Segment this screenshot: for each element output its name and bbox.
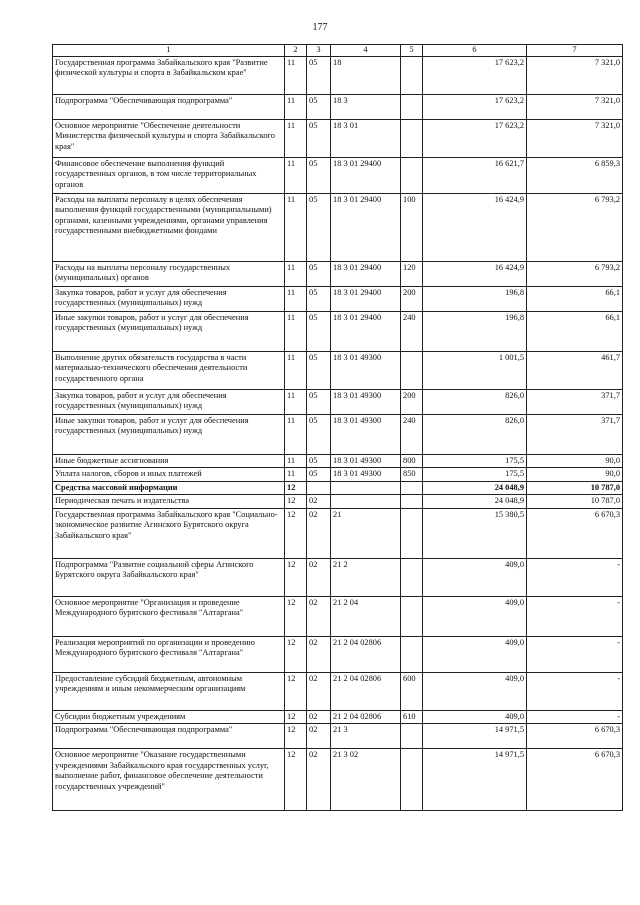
cell-amount-b: 7 321,0 [527, 94, 623, 119]
cell-target-article: 18 3 01 49300 [331, 414, 401, 454]
cell-subsection: 05 [307, 454, 331, 468]
cell-subsection: 02 [307, 749, 331, 811]
cell-amount-b: - [527, 636, 623, 672]
cell-expense-type [401, 724, 423, 749]
cell-target-article: 18 3 01 29400 [331, 157, 401, 193]
cell-section: 11 [285, 261, 307, 286]
cell-name: Предоставление субсидий бюджетным, автономным учреждениям и иным некоммерческим организациям [53, 672, 285, 710]
cell-expense-type [401, 94, 423, 119]
cell-expense-type: 200 [401, 389, 423, 414]
cell-name: Подпрограмма "Обеспечивающая подпрограмма" [53, 94, 285, 119]
cell-section: 11 [285, 414, 307, 454]
cell-section: 12 [285, 558, 307, 596]
cell-subsection: 05 [307, 468, 331, 482]
cell-target-article: 21 2 04 02806 [331, 636, 401, 672]
cell-subsection: 05 [307, 56, 331, 94]
table-body [53, 56, 623, 811]
cell-amount-b: - [527, 596, 623, 636]
cell-subsection: 02 [307, 596, 331, 636]
cell-amount-a: 826,0 [423, 414, 527, 454]
cell-subsection: 05 [307, 389, 331, 414]
table-row [53, 636, 623, 672]
cell-section: 12 [285, 596, 307, 636]
cell-target-article: 18 3 [331, 94, 401, 119]
cell-target-article: 21 2 04 02806 [331, 710, 401, 724]
cell-amount-a: 409,0 [423, 710, 527, 724]
cell-name: Закупка товаров, работ и услуг для обеспечения государственных (муниципальных) нужд [53, 389, 285, 414]
cell-target-article: 21 2 04 02806 [331, 672, 401, 710]
cell-name: Подпрограмма "Обеспечивающая подпрограмма" [53, 724, 285, 749]
cell-amount-a: 24 048,9 [423, 481, 527, 495]
cell-target-article: 21 3 02 [331, 749, 401, 811]
cell-amount-b: 371,7 [527, 414, 623, 454]
cell-name: Выполнение других обязательств государства в части материально-технического обеспечения деятельности государственного органа [53, 351, 285, 389]
cell-amount-a: 409,0 [423, 558, 527, 596]
cell-subsection: 05 [307, 119, 331, 157]
cell-amount-b: 10 787,0 [527, 481, 623, 495]
cell-amount-b: 6 670,3 [527, 749, 623, 811]
cell-section: 11 [285, 351, 307, 389]
page-number: 177 [312, 22, 328, 33]
cell-amount-a: 175,5 [423, 468, 527, 482]
cell-section: 12 [285, 636, 307, 672]
cell-subsection: 02 [307, 558, 331, 596]
budget-table [52, 44, 623, 811]
cell-amount-a: 409,0 [423, 672, 527, 710]
cell-name: Иные закупки товаров, работ и услуг для обеспечения государственных (муниципальных) нужд [53, 414, 285, 454]
table-row [53, 710, 623, 724]
cell-amount-a: 17 623,2 [423, 56, 527, 94]
cell-name: Реализация мероприятий по организации и проведению Международного бурятского фестиваля "Алтаргана" [53, 636, 285, 672]
cell-section: 11 [285, 454, 307, 468]
cell-target-article: 18 3 01 49300 [331, 468, 401, 482]
cell-expense-type [401, 119, 423, 157]
cell-amount-a: 24 048,9 [423, 495, 527, 509]
table-row [53, 508, 623, 558]
cell-target-article: 18 3 01 29400 [331, 311, 401, 351]
table-row [53, 157, 623, 193]
cell-name: Государственная программа Забайкальского края "Социально-экономическое развитие Агинского Бурятского округа Забайкальского края" [53, 508, 285, 558]
cell-target-article: 18 [331, 56, 401, 94]
cell-amount-a: 1 001,5 [423, 351, 527, 389]
cell-name: Государственная программа Забайкальского края "Развитие физической культуры и спорта в Забайкальском крае" [53, 56, 285, 94]
cell-target-article [331, 495, 401, 509]
cell-subsection: 02 [307, 636, 331, 672]
cell-target-article [331, 481, 401, 495]
cell-amount-b: 6 670,3 [527, 508, 623, 558]
cell-name: Основное мероприятие "Обеспечение деятельности Министерства физической культуры и спорта Забайкальского края" [53, 119, 285, 157]
cell-amount-a: 175,5 [423, 454, 527, 468]
table-row [53, 311, 623, 351]
cell-target-article: 21 2 [331, 558, 401, 596]
cell-subsection: 05 [307, 351, 331, 389]
cell-expense-type: 800 [401, 454, 423, 468]
cell-section: 11 [285, 468, 307, 482]
cell-section: 12 [285, 508, 307, 558]
cell-expense-type [401, 495, 423, 509]
cell-expense-type [401, 558, 423, 596]
cell-subsection: 02 [307, 672, 331, 710]
cell-amount-b: 90,0 [527, 454, 623, 468]
cell-subsection: 05 [307, 94, 331, 119]
cell-amount-a: 409,0 [423, 596, 527, 636]
cell-target-article: 18 3 01 [331, 119, 401, 157]
table-row [53, 481, 623, 495]
cell-section: 11 [285, 286, 307, 311]
cell-section: 11 [285, 193, 307, 261]
cell-name: Субсидии бюджетным учреждениям [53, 710, 285, 724]
cell-section: 11 [285, 389, 307, 414]
cell-expense-type: 850 [401, 468, 423, 482]
cell-section: 11 [285, 119, 307, 157]
cell-name: Периодическая печать и издательства [53, 495, 285, 509]
cell-amount-a: 196,8 [423, 311, 527, 351]
cell-name: Расходы на выплаты персоналу в целях обеспечения выполнения функций государственными (муниципальными) органами, казенными учреждениями, органами управления государственными внебюджетными фондами [53, 193, 285, 261]
cell-name: Расходы на выплаты персоналу государственных (муниципальных) органов [53, 261, 285, 286]
cell-target-article: 18 3 01 49300 [331, 389, 401, 414]
cell-section: 11 [285, 94, 307, 119]
cell-target-article: 18 3 01 29400 [331, 261, 401, 286]
cell-expense-type [401, 56, 423, 94]
cell-amount-a: 14 971,5 [423, 749, 527, 811]
cell-expense-type [401, 351, 423, 389]
cell-expense-type: 600 [401, 672, 423, 710]
cell-amount-b: 371,7 [527, 389, 623, 414]
cell-amount-b: 6 859,3 [527, 157, 623, 193]
cell-section: 12 [285, 481, 307, 495]
cell-amount-a: 14 971,5 [423, 724, 527, 749]
cell-amount-b: - [527, 710, 623, 724]
table-row [53, 558, 623, 596]
cell-amount-b: - [527, 672, 623, 710]
cell-amount-a: 17 623,2 [423, 94, 527, 119]
cell-subsection [307, 481, 331, 495]
column-header: 1 [53, 45, 285, 57]
table-row [53, 119, 623, 157]
cell-section: 11 [285, 56, 307, 94]
table-row [53, 495, 623, 509]
table-row [53, 596, 623, 636]
cell-subsection: 02 [307, 508, 331, 558]
cell-target-article: 18 3 01 49300 [331, 351, 401, 389]
cell-amount-a: 16 424,9 [423, 261, 527, 286]
cell-expense-type: 240 [401, 414, 423, 454]
cell-amount-b: 90,0 [527, 468, 623, 482]
cell-subsection: 05 [307, 261, 331, 286]
cell-name: Основное мероприятие "Организация и проведение Международного бурятского фестиваля "Алтаргана" [53, 596, 285, 636]
cell-expense-type [401, 636, 423, 672]
table-row [53, 414, 623, 454]
cell-name: Финансовое обеспечение выполнения функций государственных органов, в том числе территориальных органов [53, 157, 285, 193]
cell-target-article: 21 3 [331, 724, 401, 749]
table-row [53, 193, 623, 261]
cell-section: 12 [285, 710, 307, 724]
cell-target-article: 18 3 01 29400 [331, 286, 401, 311]
table-row [53, 351, 623, 389]
cell-amount-b: 461,7 [527, 351, 623, 389]
cell-expense-type: 610 [401, 710, 423, 724]
cell-subsection: 02 [307, 710, 331, 724]
cell-subsection: 02 [307, 724, 331, 749]
cell-amount-a: 16 621,7 [423, 157, 527, 193]
cell-amount-a: 409,0 [423, 636, 527, 672]
column-header: 2 [285, 45, 307, 57]
cell-subsection: 05 [307, 286, 331, 311]
cell-amount-a: 826,0 [423, 389, 527, 414]
cell-section: 12 [285, 724, 307, 749]
cell-name: Основное мероприятие "Оказание государственными учреждениями Забайкальского края государственных услуг, выполнение работ, финансовое обеспечение деятельности государственных учреждений" [53, 749, 285, 811]
cell-name: Закупка товаров, работ и услуг для обеспечения государственных (муниципальных) нужд [53, 286, 285, 311]
table-row [53, 389, 623, 414]
cell-amount-a: 16 424,9 [423, 193, 527, 261]
cell-expense-type [401, 749, 423, 811]
table-row [53, 261, 623, 286]
cell-section: 11 [285, 311, 307, 351]
cell-amount-b: 66,1 [527, 286, 623, 311]
table-row [53, 94, 623, 119]
cell-target-article: 21 2 04 [331, 596, 401, 636]
cell-expense-type: 200 [401, 286, 423, 311]
table-row [53, 468, 623, 482]
cell-expense-type [401, 157, 423, 193]
cell-expense-type: 240 [401, 311, 423, 351]
column-header: 4 [331, 45, 401, 57]
cell-target-article: 21 [331, 508, 401, 558]
table-row [53, 749, 623, 811]
cell-amount-b: 6 670,3 [527, 724, 623, 749]
cell-expense-type [401, 596, 423, 636]
cell-name: Иные бюджетные ассигнования [53, 454, 285, 468]
cell-name: Средства массовой информации [53, 481, 285, 495]
cell-subsection: 05 [307, 193, 331, 261]
table-row [53, 454, 623, 468]
table-row [53, 672, 623, 710]
cell-amount-a: 15 380,5 [423, 508, 527, 558]
cell-name: Подпрограмма "Развитие социальной сферы Агинского Бурятского округа Забайкальского края" [53, 558, 285, 596]
table-row [53, 724, 623, 749]
cell-subsection: 05 [307, 311, 331, 351]
column-header: 3 [307, 45, 331, 57]
cell-expense-type [401, 508, 423, 558]
cell-subsection: 05 [307, 157, 331, 193]
cell-section: 12 [285, 495, 307, 509]
table-header-row [53, 45, 623, 57]
column-header: 5 [401, 45, 423, 57]
cell-expense-type: 120 [401, 261, 423, 286]
cell-amount-b: - [527, 558, 623, 596]
column-header: 7 [527, 45, 623, 57]
cell-expense-type [401, 481, 423, 495]
cell-amount-b: 7 321,0 [527, 56, 623, 94]
cell-amount-b: 6 793,2 [527, 261, 623, 286]
cell-amount-a: 17 623,2 [423, 119, 527, 157]
cell-amount-b: 7 321,0 [527, 119, 623, 157]
cell-section: 11 [285, 157, 307, 193]
column-header: 6 [423, 45, 527, 57]
cell-section: 12 [285, 749, 307, 811]
cell-subsection: 05 [307, 414, 331, 454]
cell-name: Иные закупки товаров, работ и услуг для обеспечения государственных (муниципальных) нужд [53, 311, 285, 351]
cell-subsection: 02 [307, 495, 331, 509]
cell-amount-b: 6 793,2 [527, 193, 623, 261]
cell-amount-b: 10 787,0 [527, 495, 623, 509]
cell-expense-type: 100 [401, 193, 423, 261]
table-row [53, 286, 623, 311]
cell-name: Уплата налогов, сборов и иных платежей [53, 468, 285, 482]
cell-amount-a: 196,8 [423, 286, 527, 311]
cell-section: 12 [285, 672, 307, 710]
cell-amount-b: 66,1 [527, 311, 623, 351]
cell-target-article: 18 3 01 49300 [331, 454, 401, 468]
table-row [53, 56, 623, 94]
cell-target-article: 18 3 01 29400 [331, 193, 401, 261]
